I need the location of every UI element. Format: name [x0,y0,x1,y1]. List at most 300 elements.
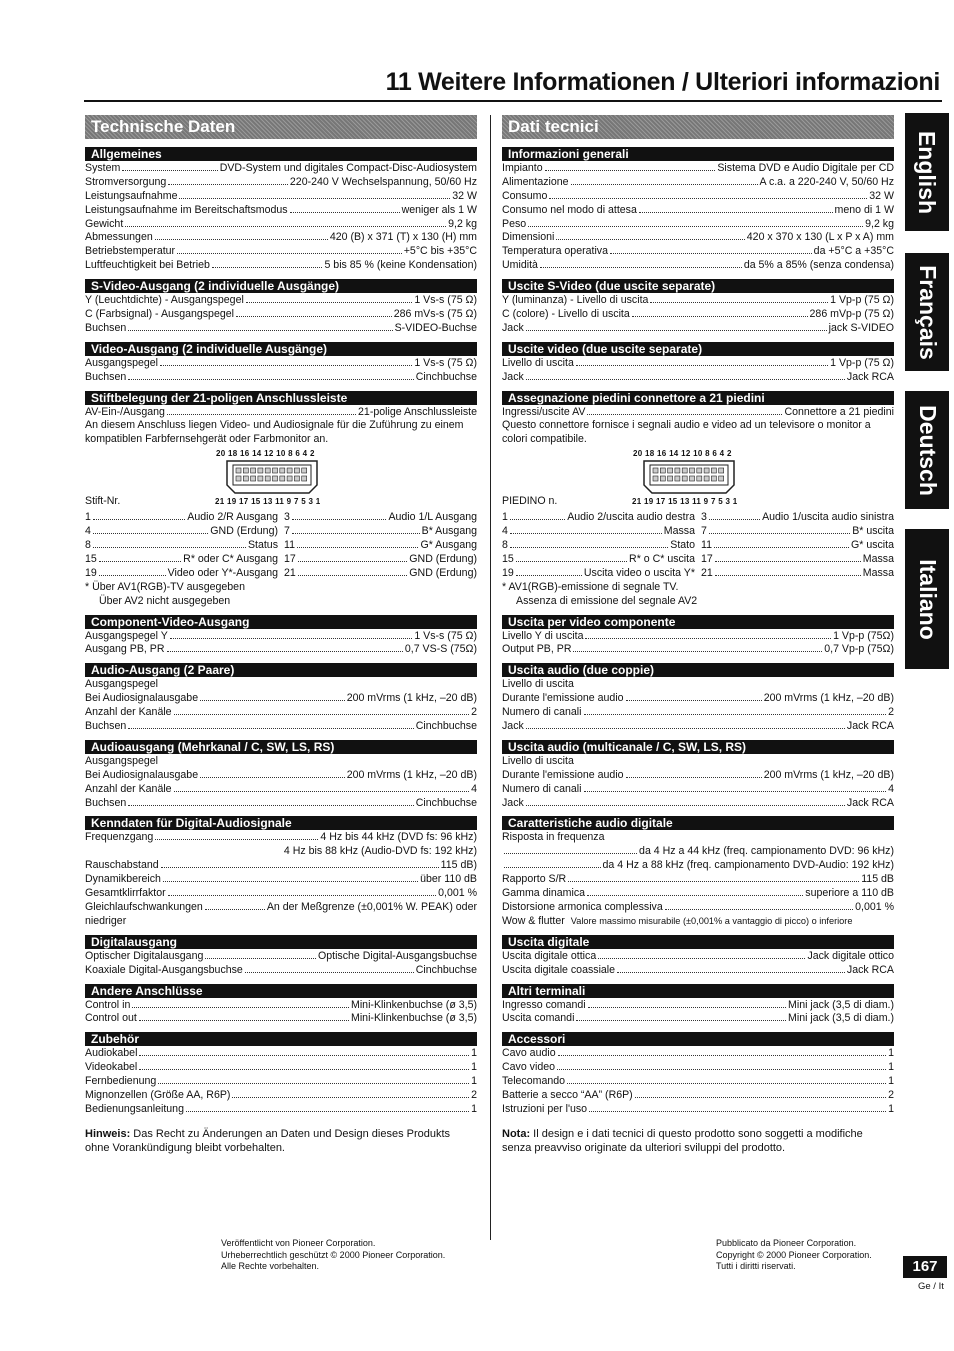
spec-label: Videokabel [85,1061,138,1074]
spec-label: Audiokabel [85,1047,138,1060]
dot-leader [160,365,412,366]
dot-leader [161,867,439,868]
spec-subheading: Livello di uscita [502,754,574,767]
dot-leader [236,316,392,317]
spec-label: Anzahl der Kanäle [85,782,172,795]
spec-value: 4 Hz bis 44 kHz (DVD fs: 96 kHz) [320,831,477,844]
spec-value: 286 mVp-p (75 Ω) [809,308,894,321]
pin-row [85,539,278,553]
italian-column [502,115,894,1155]
pin-function: Audio 2/uscita audio destra [567,511,695,524]
spec-row [502,1012,894,1026]
spec-value: 1 Vs-s (75 Ω) [414,356,477,369]
spec-row [85,322,477,336]
spec-section [85,147,477,273]
spec-label: Leistungsaufnahme [85,189,178,202]
spec-row [85,204,477,218]
spec-section [85,984,477,1027]
dot-leader [504,867,601,868]
spec-section [85,342,477,385]
spec-value: Jack RCA [846,370,894,383]
spec-value: 1 [888,1075,894,1088]
spec-row [502,371,894,385]
spec-row [85,720,477,734]
dot-leader [714,547,849,548]
note-text: Il design e i dati tecnici di questo prodotto sono soggetti a modifiche senza preavviso originate da ulteriori sviluppi del prodotto. [502,1127,863,1154]
spec-label: Koaxiale Digital-Ausgangsbuchse [85,963,243,976]
spec-row [85,831,477,845]
dot-leader [170,638,412,639]
spec-row [85,371,477,385]
spec-section [85,615,477,658]
dot-leader [200,777,345,778]
pin-number: 4 [502,525,508,538]
pin-function: R* o C* uscita [629,552,695,565]
dot-leader [576,1020,786,1021]
tab-deutsch[interactable]: Deutsch [905,391,949,509]
dot-leader [205,958,316,959]
spec-value: 1 [471,1061,477,1074]
dot-leader [163,881,418,882]
pin-number: 8 [85,539,91,552]
dot-leader [139,1055,469,1056]
spec-value: 1 Vp-p (75 Ω) [830,356,894,369]
spec-section [502,984,894,1027]
spec-value: A c.a. a 220-240 V, 50/60 Hz [759,175,894,188]
spec-value: 32 W [452,189,477,202]
spec-label: Risposta in frequenza [502,831,605,844]
spec-label: System [85,162,121,174]
dot-leader [298,575,408,576]
spec-label: Control in [85,998,131,1011]
pin-number: 7 [701,525,707,538]
dot-leader [556,239,744,240]
section-heading: Uscita audio (multicanale / C, SW, LS, RS) [502,740,894,754]
page-number: 167 [903,1256,947,1278]
spec-value: weniger als 1 W [401,203,477,216]
dot-leader [93,547,246,548]
spec-row [502,1089,894,1103]
section-heading: Zubehör [85,1032,477,1046]
pin-number: 17 [284,552,296,565]
dot-leader [626,777,762,778]
spec-row [502,204,894,218]
spec-value: 1 [471,1047,477,1060]
pin-number: 11 [284,539,295,552]
spec-row [85,176,477,190]
pin-function: B* uscita [852,525,894,538]
spec-row [85,259,477,273]
pin-number: 15 [502,552,514,565]
spec-label: Umidità [502,259,538,272]
spec-value: Mini jack (3,5 di diam.) [788,998,894,1011]
section-heading: Uscita digitale [502,935,894,949]
dot-leader [650,302,828,303]
spec-row [502,259,894,273]
pin-function: Video oder Y*-Ausgang [167,566,278,579]
dot-leader [128,728,414,729]
spec-row [85,706,477,720]
dot-leader [158,1083,469,1084]
dot-leader [715,575,861,576]
spec-value: 420 (B) x 371 (T) x 130 (H) mm [329,231,477,244]
dot-leader [132,1007,349,1008]
pin-function: G* Ausgang [420,539,477,552]
dot-leader [571,184,758,185]
pin-number: 21 [284,566,296,579]
pin-row [701,553,894,567]
spec-row [85,769,477,783]
spec-value: 0,001 % [855,900,894,913]
spec-label: Ausgang PB, PR [85,643,165,656]
pin-row [701,539,894,553]
pin-number-label: PIEDINO n. [502,495,558,508]
spec-value: Jack RCA [846,963,894,976]
spec-label: Peso [502,217,527,230]
dot-leader [526,805,845,806]
spec-value: 5 bis 85 % (keine Kondensation) [324,259,477,272]
spec-value: da +5°C a +35°C [813,245,894,258]
spec-section [85,740,477,811]
spec-section [85,1032,477,1116]
spec-value: 1 [471,1102,477,1115]
scart-footnote: * AV1(RGB)-emissione di segnale TV. [502,580,679,593]
spec-label: C (colore) - Livello di uscita [502,308,630,321]
spec-label: Gewicht [85,217,124,230]
dot-leader [298,561,408,562]
scart-top-pin-numbers: 20 18 16 14 12 10 8 6 4 2 [633,449,732,459]
spec-row [85,357,477,371]
spec-label: Fernbedienung [85,1075,157,1088]
scart-description: An diesem Anschluss liegen Video- und Audiosignale für die Zuführung zu einem kompatiblen Farbfernsehgerät oder Farbmonitor an. [85,419,464,446]
spec-label: Dynamikbereich [85,873,161,886]
spec-label: Numero di canali [502,706,582,719]
dot-leader [93,519,185,520]
note-text: Das Recht zu Änderungen an Daten und Design dieses Produkts ohne Vorankündigung bleibt vorbehalten. [85,1127,451,1154]
dot-leader [99,575,166,576]
spec-row [502,1075,894,1089]
dot-leader [526,728,845,729]
spec-label: Uscita digitale coassiale [502,963,616,976]
spec-value: Jack RCA [846,796,894,809]
spec-row [502,706,894,720]
dot-leader [715,561,861,562]
pin-function: Audio 2/R Ausgang [187,511,278,524]
pin-number: 1 [85,511,91,524]
scart-description: Questo connettore fornisce i segnali audio e video ad un televisore o monitor a colori compatibile. [502,419,871,446]
dot-leader [128,379,414,380]
spec-value: 4 Hz bis 88 kHz (Audio-DVD fs: 192 kHz) [283,845,477,858]
spec-value: An der Meßgrenze (±0,001% W. PEAK) oder [266,900,477,913]
spec-label: Rapporto S/R [502,873,567,886]
spec-value: 115 dB [861,873,894,886]
dot-leader [516,561,627,562]
spec-row [502,231,894,245]
dot-leader [125,226,446,227]
pin-function: GND (Erdung) [210,525,278,538]
spec-row [502,294,894,308]
dot-leader [290,212,400,213]
dot-leader [567,1083,886,1084]
section-banner: Dati tecnici [502,115,894,139]
pin-row [502,525,695,539]
spec-value: über 110 dB [420,873,477,886]
dot-leader [709,519,760,520]
spec-label: Istruzioni per l'uso [502,1102,588,1115]
scart-bottom-pin-numbers: 21 19 17 15 13 11 9 7 5 3 1 [632,497,738,507]
scart-connector-diagram [642,459,736,495]
spec-row [85,873,477,887]
pin-number: 11 [701,539,712,552]
spec-value: Jack RCA [846,720,894,733]
spec-row [85,245,477,259]
pin-number: 7 [284,525,290,538]
spec-section [502,663,894,734]
spec-row [502,720,894,734]
pin-row [284,525,477,539]
section-heading: Audio-Ausgang (2 Paare) [85,663,477,677]
spec-label: Jack [502,720,524,733]
dot-leader [632,316,808,317]
dot-leader [588,1007,786,1008]
spec-value: Jack digitale ottico [807,949,894,962]
pin-row [502,539,695,553]
dot-leader [232,1097,469,1098]
spec-section [85,279,477,336]
spec-section [502,342,894,385]
dot-leader [585,638,831,639]
pin-row [284,567,477,581]
dot-leader [174,714,470,715]
spec-value: jack S-VIDEO [828,321,894,334]
spec-value: 1 Vs-s (75 Ω) [414,294,477,307]
spec-row [85,1047,477,1061]
pin-number: 8 [502,539,508,552]
spec-value: 1 Vp-p (75 Ω) [830,294,894,307]
spec-label: Distorsione armonica complessiva [502,900,663,913]
pin-row [284,553,477,567]
dot-leader [545,170,716,171]
section-heading: Audioausgang (Mehrkanal / C, SW, LS, RS) [85,740,477,754]
spec-value: 1 Vp-p (75Ω) [833,629,894,642]
spec-subheading: Livello di uscita [502,678,574,691]
scart-section [502,391,894,609]
spec-label: Betriebstemperatur [85,245,176,258]
dot-leader [167,414,356,415]
pin-row [85,567,278,581]
pin-column [284,511,477,580]
spec-label: Dimensioni [502,231,555,244]
tab-francais[interactable]: Français [905,253,949,371]
pin-row [502,511,695,525]
spec-row [85,887,477,901]
spec-label: Anzahl der Kanäle [85,706,172,719]
section-heading: Digitalausgang [85,935,477,949]
spec-value: Mini jack (3,5 di diam.) [788,1012,894,1025]
dot-leader [245,972,414,973]
scart-footnote: * Über AV1(RGB)-TV ausgegeben [85,580,245,593]
pin-number: 19 [85,566,97,579]
pin-function: GND (Erdung) [409,566,477,579]
spec-row [85,797,477,811]
title-rule [84,100,942,102]
section-heading: Stiftbelegung der 21-poligen Anschlussleiste [85,391,477,405]
spec-row [502,357,894,371]
pin-function: Stato [670,539,695,552]
pin-number: 4 [85,525,91,538]
spec-value: 2 [471,706,477,719]
spec-label: Ausgangspegel [85,356,159,369]
spec-label: Temperatura operativa [502,245,608,258]
dot-leader [549,198,867,199]
spec-label: Wow & flutter [502,914,565,927]
spec-label: Bei Audiosignalausgabe [85,768,199,781]
spec-row [502,308,894,322]
dot-leader [155,239,328,240]
spec-label: Buchsen [85,321,127,334]
tab-english[interactable]: English [905,113,949,231]
spec-row [502,950,894,964]
dot-leader [557,1069,886,1070]
section-heading: Accessori [502,1032,894,1046]
column-divider [490,115,491,1240]
dot-leader [526,379,845,380]
section-heading: Video-Ausgang (2 individuelle Ausgänge) [85,342,477,356]
spec-label: AV-Ein-/Ausgang [85,405,165,418]
spec-label: Livello di uscita [502,356,574,369]
dot-leader [292,533,420,534]
pin-column [85,511,278,580]
dot-leader [205,909,265,910]
section-heading: Andere Anschlüsse [85,984,477,998]
spec-row [85,783,477,797]
tab-italiano[interactable]: Italiano [905,529,949,669]
pin-function: Massa [663,525,695,538]
dot-leader [573,651,822,652]
spec-value: 115 dB) [440,859,477,872]
spec-row [85,218,477,232]
dot-leader [576,365,828,366]
spec-value: da 5% a 85% (senza condensa) [743,259,894,272]
spec-label: Y (Leuchtdichte) - Ausgangspegel [85,294,244,307]
spec-subheading: Ausgangspegel [85,678,159,691]
dot-leader [246,302,413,303]
spec-value: Cinchbuchse [415,796,477,809]
spec-label: Consumo [502,189,548,202]
spec-row [85,162,477,176]
spec-label: Jack [502,321,524,334]
dot-leader [155,839,318,840]
section-heading: Assegnazione piedini connettore a 21 piedini [502,391,894,405]
spec-value: meno di 1 W [834,203,894,216]
spec-row [502,964,894,978]
spec-value: S-VIDEO-Buchse [394,321,477,334]
spec-label: Livello Y di uscita [502,629,584,642]
spec-label: Buchsen [85,720,127,733]
spec-label: Optischer Digitalausgang [85,949,204,962]
spec-value: +5°C bis +35°C [403,245,477,258]
spec-label: Output PB, PR [502,643,572,656]
dot-leader [558,1055,886,1056]
spec-value: 4 [888,782,894,795]
scart-footnote: Assenza di emissione del segnale AV2 [516,594,698,607]
spec-label: Impianto [502,162,543,174]
spec-section [502,935,894,978]
dot-leader [709,533,850,534]
pin-function: GND (Erdung) [409,552,477,565]
spec-row [502,692,894,706]
dot-leader [93,533,208,534]
dot-leader [504,853,637,854]
spec-label: Ausgangspegel Y [85,629,168,642]
spec-value: superiore a 110 dB [805,887,894,900]
dot-leader [598,958,805,959]
spec-value: Optische Digital-Ausgangsbuchse [318,949,477,962]
dot-leader [139,1020,349,1021]
spec-label: Gleichlaufschwankungen [85,900,203,913]
scart-diagram [502,449,894,509]
spec-label: Leistungsaufnahme im Bereitschaftsmodus [85,203,288,216]
section-heading: Caratteristiche audio digitale [502,816,894,830]
spec-label: Ingresso comandi [502,998,586,1011]
spec-row [502,859,894,873]
spec-row [85,1012,477,1026]
spec-value: da 4 Hz a 88 kHz (freq. campionamento DVD-Audio: 192 kHz) [602,859,894,872]
dot-leader [297,547,418,548]
section-heading: Uscite S-Video (due uscite separate) [502,279,894,293]
pin-number: 21 [701,566,713,579]
spec-label: Jack [502,370,524,383]
german-column [85,115,477,1155]
dot-leader [510,533,662,534]
section-heading: Allgemeines [85,147,477,161]
spec-row [502,845,894,859]
scart-diagram [85,449,477,509]
spec-value: 220-240 V Wechselspannung, 50/60 Hz [289,175,477,188]
spec-value: niedriger [85,914,127,927]
spec-row [85,406,477,420]
spec-section [85,935,477,978]
spec-row [85,845,477,859]
note [85,1127,477,1155]
spec-row [502,1103,894,1117]
spec-label: Bei Audiosignalausgabe [85,692,199,705]
section-heading: Uscita per video componente [502,615,894,629]
dot-leader [587,414,782,415]
pin-number-label: Stift-Nr. [85,495,121,508]
dot-leader [128,330,392,331]
pin-function: Audio 1/uscita audio sinistra [762,511,894,524]
dot-leader [526,330,827,331]
footer-publisher-it: Pubblicato da Pioneer Corporation. Copyright © 2000 Pioneer Corporation. Tutti i diritti riservati. [716,1238,872,1271]
dot-leader [177,253,402,254]
pin-row [85,553,278,567]
spec-row [502,887,894,901]
spec-label: Luftfeuchtigkeit bei Betrieb [85,259,210,272]
spec-label: Mignonzellen (Größe AA, R6P) [85,1088,231,1101]
spec-row [85,630,477,644]
pin-row [284,511,477,525]
digital-audio-section [85,816,477,928]
pin-table [85,511,477,580]
spec-row [502,176,894,190]
pin-number: 19 [502,566,514,579]
spec-label: Uscita comandi [502,1012,575,1025]
spec-value: 1 [471,1075,477,1088]
dot-leader [168,184,288,185]
spec-value: 1 [888,1047,894,1060]
spec-row [85,901,477,915]
